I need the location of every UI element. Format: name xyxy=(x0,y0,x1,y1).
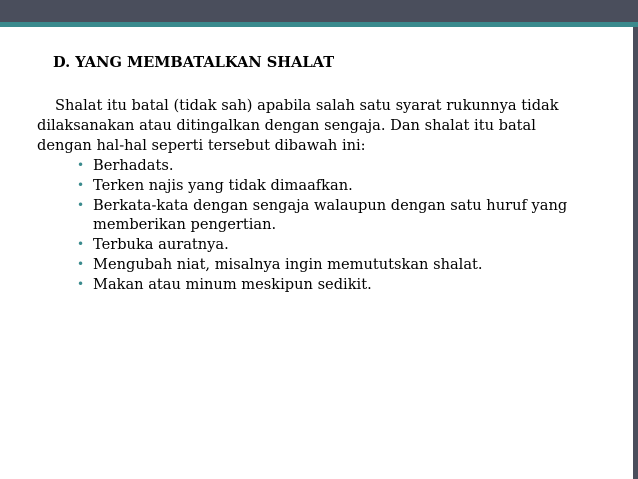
list-item xyxy=(77,176,612,196)
bullet-icon: • xyxy=(77,177,85,192)
slide-accent-line xyxy=(0,22,638,27)
list-item-text: Berkata-kata dengan sengaja walaupun dengan satu huruf yang memberikan pengertian. xyxy=(93,196,568,234)
paragraph-line: Shalat itu batal (tidak sah) apabila salah satu syarat rukunnya tidak xyxy=(55,97,559,114)
list-item xyxy=(77,275,612,295)
bullet-icon: • xyxy=(77,237,85,252)
list-item-text: Terken najis yang tidak dimaafkan. xyxy=(93,176,353,194)
slide-body xyxy=(37,96,612,295)
paragraph-line: dengan hal-hal seperti tersebut dibawah ini: xyxy=(37,136,366,154)
list-item xyxy=(77,196,612,236)
list-item xyxy=(77,255,612,275)
list-item xyxy=(77,235,612,255)
bullet-list xyxy=(37,156,612,295)
bullet-icon: • xyxy=(77,257,85,272)
slide-right-border xyxy=(633,27,638,479)
bullet-icon: • xyxy=(77,197,85,212)
bullet-icon: • xyxy=(77,157,85,172)
list-item-text: Terbuka auratnya. xyxy=(93,236,229,254)
slide-top-bar xyxy=(0,0,638,22)
bullet-icon: • xyxy=(77,277,85,292)
list-item-text: Mengubah niat, misalnya ingin memututskan shalat. xyxy=(93,256,483,274)
list-item-text: Berhadats. xyxy=(93,156,174,174)
paragraph-line: dilaksanakan atau ditingalkan dengan sengaja. Dan shalat itu batal xyxy=(37,116,536,134)
list-item xyxy=(77,156,612,176)
list-item-text: Makan atau minum meskipun sedikit. xyxy=(93,276,372,294)
intro-paragraph xyxy=(37,96,612,156)
slide-title: D. YANG MEMBATALKAN SHALAT xyxy=(53,54,335,71)
